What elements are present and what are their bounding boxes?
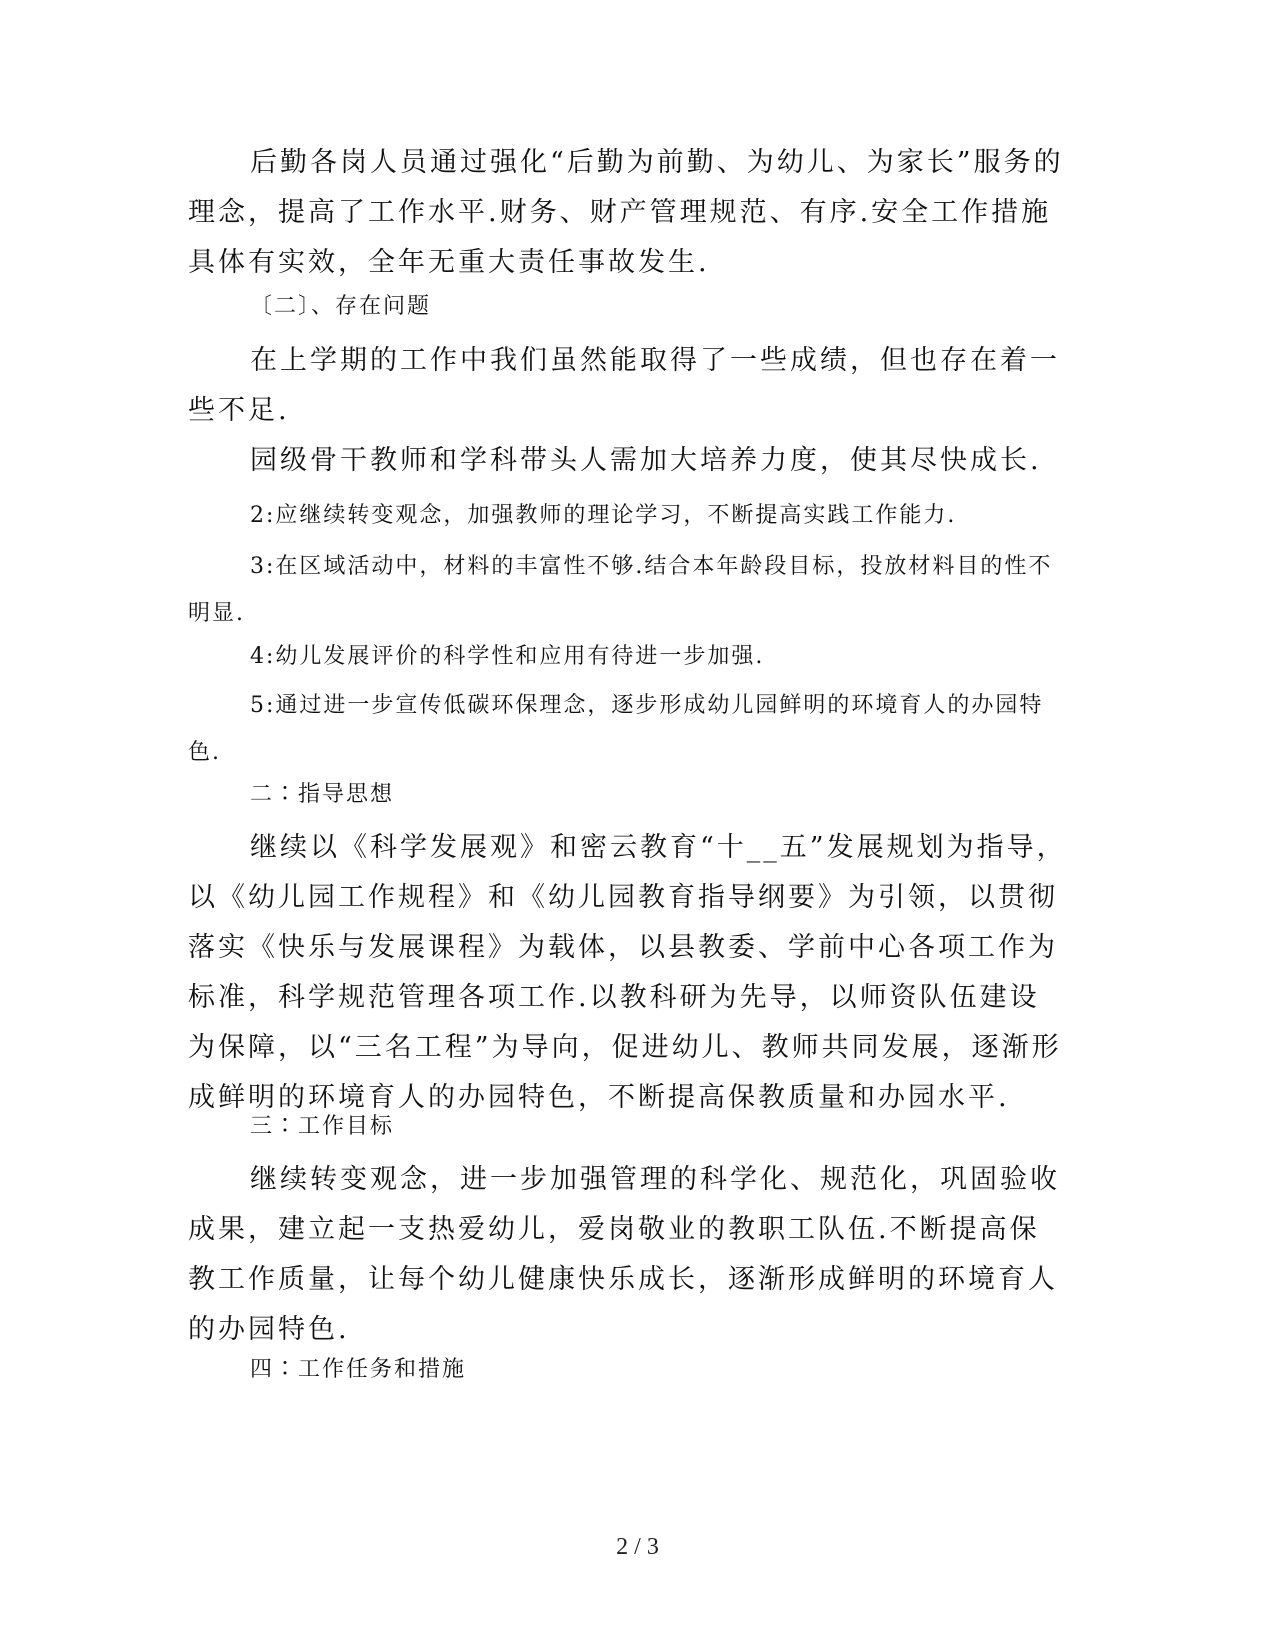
paragraph-guiding-ideology: 继续以《科学发展观》和密云教育“十__五”发展规划为指导，以《幼儿园工作规程》和《幼儿园教育指导纲要》为引领，以贯彻落实《快乐与发展课程》为载体，以县教委、学前中心各项工作为标准，科学规范管理各项工作.以教科研为先导，以师资队伍建设为保障，以“三名工程”为导向，促进幼儿、教师共同发展，逐渐形成鲜明的环境育人的办园特色，不断提高保教质量和办园水平. — [188, 832, 1067, 1113]
page-number: 2 / 3 — [616, 1534, 659, 1560]
heading-work-tasks: 四∶工作任务和措施 — [250, 1357, 467, 1382]
list-item-problem-1: 园级骨干教师和学科带头人需加大培养力度，使其尽快成长. — [250, 445, 1042, 476]
heading-work-goals: 三∶工作目标 — [250, 1114, 395, 1139]
heading-existing-problems: 〔二〕、存在问题 — [250, 294, 432, 319]
paragraph-logistics: 后勤各岗人员通过强化“后勤为前勤、为幼儿、为家长”服务的理念，提高了工作水平.财务、财产管理规范、有序.安全工作措施具体有实效，全年无重大责任事故发生. — [188, 147, 1064, 278]
paragraph-work-goals: 继续转变观念，进一步加强管理的科学化、规范化，巩固验收成果，建立起一支热爱幼儿，爱岗敬业的教职工队伍.不断提高保教工作质量，让每个幼儿健康快乐成长，逐渐形成鲜明的环境育人的办园特色. — [188, 1164, 1060, 1345]
list-item-problem-3: 3:在区域活动中，材料的丰富性不够.结合本年龄段目标，投放材料目的性不明显. — [188, 554, 1053, 626]
list-item-problem-2: 2:应继续转变观念，加强教师的理论学习，不断提高实践工作能力. — [250, 503, 957, 528]
list-item-problem-5: 5:通过进一步宣传低碳环保理念，逐步形成幼儿园鲜明的环境育人的办园特色. — [188, 693, 1044, 765]
paragraph-problems-intro: 在上学期的工作中我们虽然能取得了一些成绩，但也存在着一些不足. — [188, 345, 1060, 426]
heading-guiding-ideology: 二∶指导思想 — [250, 782, 395, 807]
list-item-problem-4: 4:幼儿发展评价的科学性和应用有待进一步加强. — [250, 644, 765, 669]
